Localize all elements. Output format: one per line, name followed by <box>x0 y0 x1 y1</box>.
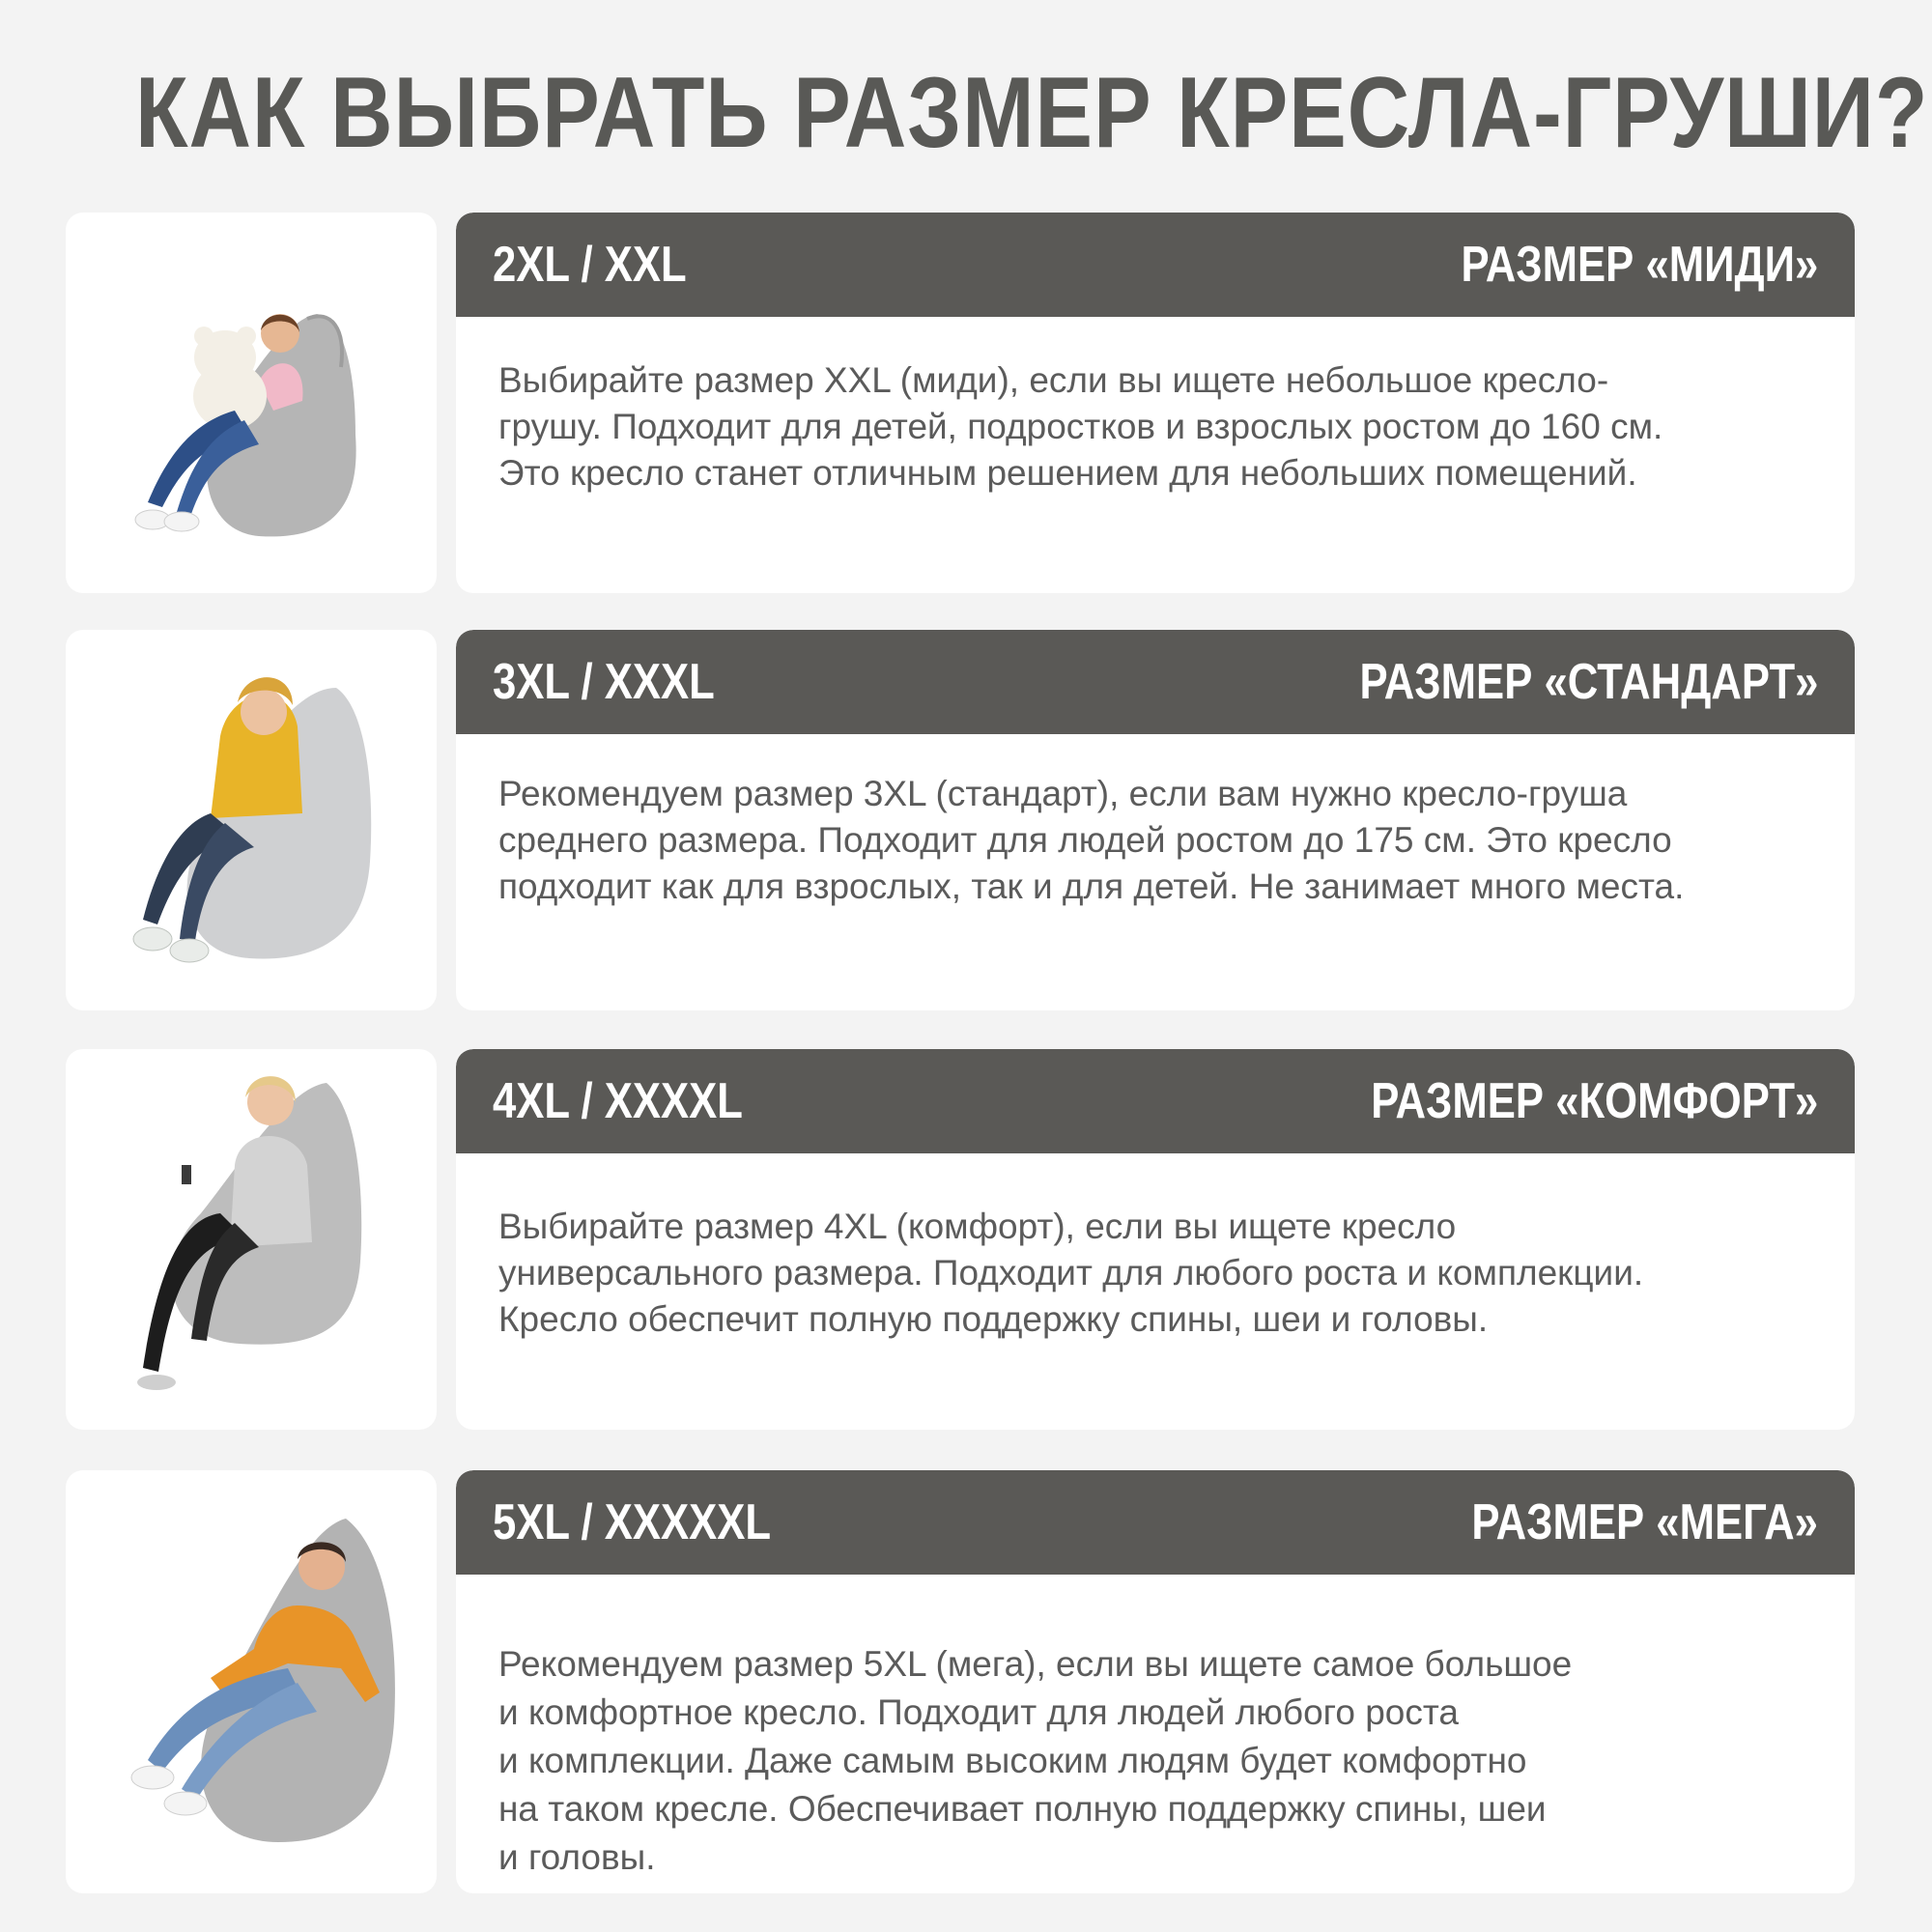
page-title: КАК ВЫБРАТЬ РАЗМЕР КРЕСЛА-ГРУШИ? <box>135 57 1929 169</box>
size-name: РАЗМЕР «КОМФОРТ» <box>1370 1073 1818 1129</box>
description-line: и головы. <box>498 1837 656 1877</box>
size-description <box>498 1204 1812 1343</box>
size-description <box>498 1640 1812 1882</box>
size-name: РАЗМЕР «МЕГА» <box>1471 1494 1818 1550</box>
info-card-midi <box>456 213 1855 593</box>
size-header-bar <box>456 213 1855 317</box>
info-card-comfort <box>456 1049 1855 1430</box>
size-header-bar <box>456 1049 1855 1153</box>
info-card-standard <box>456 630 1855 1010</box>
woman-in-yellow-hoodie-on-beanbag-illustration <box>66 630 437 1010</box>
info-card-mega <box>456 1470 1855 1893</box>
photo-card-standard <box>66 630 437 1010</box>
description-line: и комплекции. Даже самым высоким людям будет комфортно <box>498 1741 1527 1780</box>
description-line: грушу. Подходит для детей, подростков и взрослых ростом до 160 см. <box>498 407 1663 446</box>
description-line: Рекомендуем размер 3XL (стандарт), если вам нужно кресло-груша <box>498 774 1628 813</box>
description-line: Кресло обеспечит полную поддержку спины, шеи и головы. <box>498 1299 1489 1339</box>
size-name: РАЗМЕР «МИДИ» <box>1461 237 1818 293</box>
photo-card-midi <box>66 213 437 593</box>
description-line: универсального размера. Подходит для любого роста и комплекции. <box>498 1253 1644 1293</box>
photo-card-comfort <box>66 1049 437 1430</box>
description-line: среднего размера. Подходит для людей ростом до 175 см. Это кресло <box>498 820 1672 860</box>
size-header-bar <box>456 630 1855 734</box>
description-line: подходит как для взрослых, так и для детей. Не занимает много места. <box>498 867 1685 906</box>
photo-card-mega <box>66 1470 437 1893</box>
size-header-bar <box>456 1470 1855 1575</box>
size-description <box>498 357 1812 497</box>
size-code: 5XL / XXXXXL <box>493 1494 772 1550</box>
size-description <box>498 771 1812 910</box>
size-name: РАЗМЕР «СТАНДАРТ» <box>1359 654 1818 710</box>
description-line: Рекомендуем размер 5XL (мега), если вы ищете самое большое <box>498 1644 1573 1684</box>
size-code: 3XL / XXXL <box>493 654 715 710</box>
description-line: Выбирайте размер 4XL (комфорт), если вы ищете кресло <box>498 1207 1457 1246</box>
description-line: и комфортное кресло. Подходит для людей любого роста <box>498 1692 1459 1732</box>
description-line: Выбирайте размер XXL (миди), если вы ищете небольшое кресло- <box>498 360 1609 400</box>
girl-with-teddy-bear-on-beanbag-illustration <box>66 213 437 593</box>
size-code: 2XL / XXL <box>493 237 687 293</box>
size-code: 4XL / XXXXL <box>493 1073 743 1129</box>
woman-with-phone-on-beanbag-illustration <box>66 1049 437 1430</box>
man-in-orange-sweater-on-beanbag-illustration <box>66 1470 437 1893</box>
description-line: на таком кресле. Обеспечивает полную поддержку спины, шеи <box>498 1789 1547 1829</box>
description-line: Это кресло станет отличным решением для небольших помещений. <box>498 453 1637 493</box>
